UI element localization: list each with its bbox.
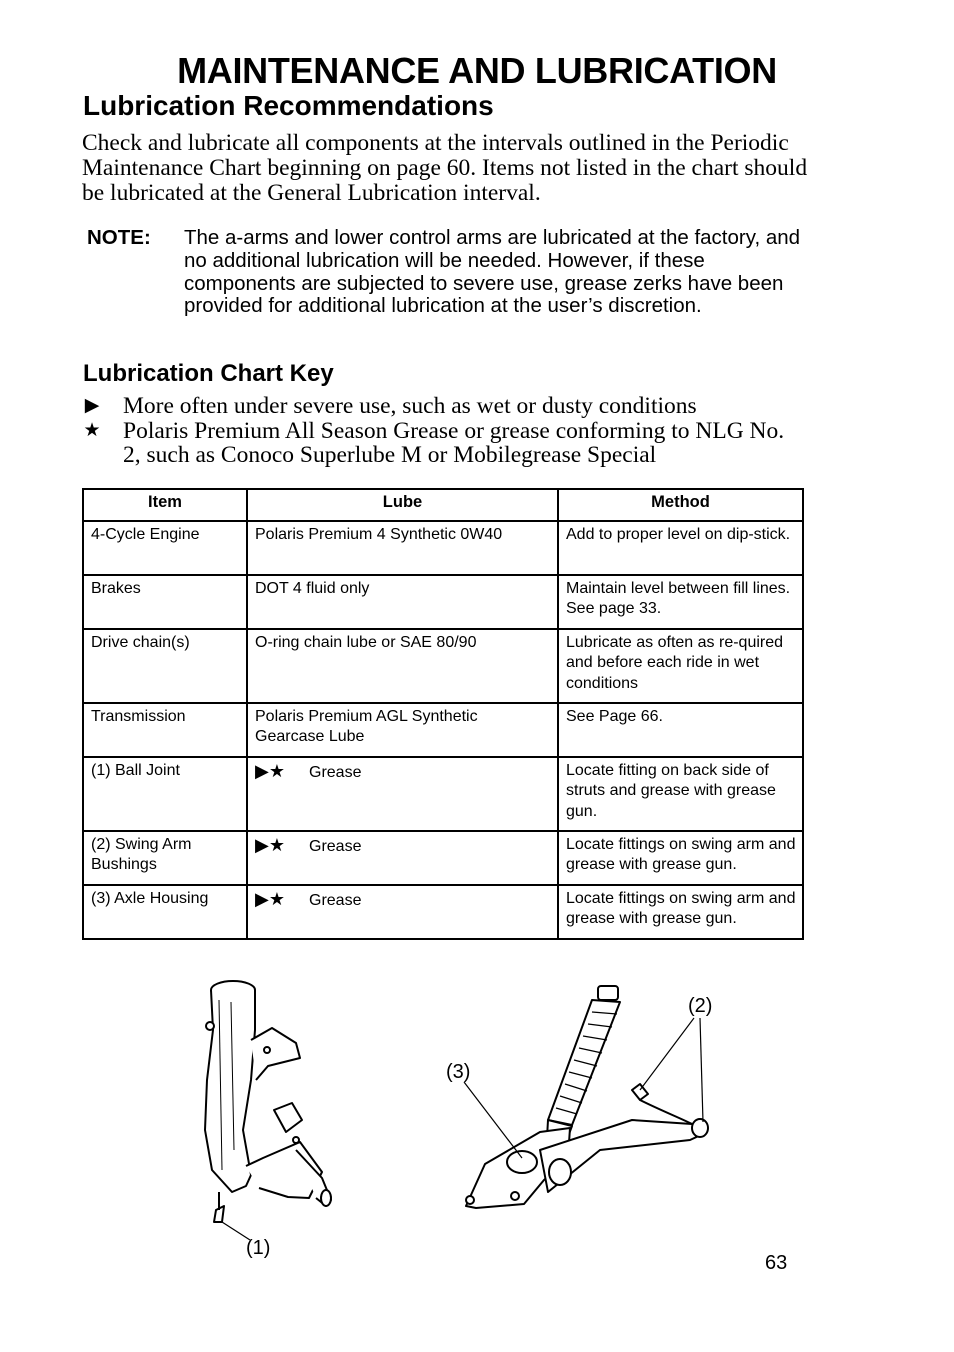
key-item-text: More often under severe use, such as wet or dusty conditions	[123, 393, 697, 419]
column-header-lube: Lube	[247, 489, 558, 521]
column-header-method: Method	[558, 489, 803, 521]
cell-lube: DOT 4 fluid only	[247, 575, 558, 629]
cell-item: (1) Ball Joint	[83, 757, 247, 831]
cell-method: Maintain level between fill lines. See page 33.	[558, 575, 803, 629]
cell-lube-text: Grease	[309, 764, 362, 781]
intro-paragraph: Check and lubricate all components at the intervals outlined in the Periodic Maintenance Chart beginning on page 60. Items not listed in the chart should be lubricated at the General Lubrication interval.	[82, 130, 808, 206]
cell-item: (3) Axle Housing	[83, 885, 247, 939]
callout-3-leader-line	[464, 1082, 522, 1158]
cell-method: See Page 66.	[558, 703, 803, 757]
callout-2-leader-line-b	[700, 1018, 703, 1122]
cell-lube: Polaris Premium 4 Synthetic 0W40	[247, 521, 558, 575]
page-title: MAINTENANCE AND LUBRICATION	[177, 50, 777, 91]
cell-item: (2) Swing Arm Bushings	[83, 831, 247, 885]
swing-arm-drawing	[466, 986, 708, 1208]
steering-knuckle-drawing	[205, 981, 331, 1222]
cell-method: Locate fitting on back side of struts and grease with grease gun.	[558, 757, 803, 831]
star-icon: ★	[83, 419, 101, 441]
page-number: 63	[765, 1252, 788, 1274]
note-text: The a-arms and lower control arms are lubricated at the factory, and no additional lubrication will be needed. However, if these components are subjected to severe use, grease zerks have been provided for additional lubrication at the user’s discretion.	[184, 226, 801, 318]
cell-lube-text: Grease	[309, 892, 362, 909]
callout-2-leader-line-a	[640, 1018, 694, 1090]
cell-item: 4-Cycle Engine	[83, 521, 247, 575]
cell-method: Locate fittings on swing arm and grease with grease gun.	[558, 831, 803, 885]
column-header-item: Item	[83, 489, 247, 521]
cell-item: Drive chain(s)	[83, 629, 247, 703]
cell-lube-text: Grease	[309, 838, 362, 855]
cell-method: Locate fittings on swing arm and grease with grease gun.	[558, 885, 803, 939]
callout-3-label: (3)	[446, 1061, 471, 1083]
triangle-right-icon: ▶	[84, 395, 100, 416]
severe-use-grease-symbols: ▶★	[255, 889, 285, 909]
cell-method: Lubricate as often as re-quired and before each ride in wet conditions	[558, 629, 803, 703]
callout-1-label: (1)	[246, 1237, 271, 1259]
cell-method: Add to proper level on dip-stick.	[558, 521, 803, 575]
section-title: Lubrication Recommendations	[83, 90, 494, 121]
cell-item: Transmission	[83, 703, 247, 757]
severe-use-grease-symbols: ▶★	[255, 835, 285, 855]
cell-item: Brakes	[83, 575, 247, 629]
callout-2-label: (2)	[688, 995, 713, 1017]
note-label: NOTE:	[87, 226, 151, 249]
cell-lube: Polaris Premium AGL Synthetic Gearcase Lube	[247, 703, 558, 757]
severe-use-grease-symbols: ▶★	[255, 761, 285, 781]
key-item-text: Polaris Premium All Season Grease or grease conforming to NLG No. 2, such as Conoco Superlube M or Mobilegrease Special	[123, 417, 785, 468]
chart-key-title: Lubrication Chart Key	[83, 360, 334, 387]
cell-lube: O-ring chain lube or SAE 80/90	[247, 629, 558, 703]
